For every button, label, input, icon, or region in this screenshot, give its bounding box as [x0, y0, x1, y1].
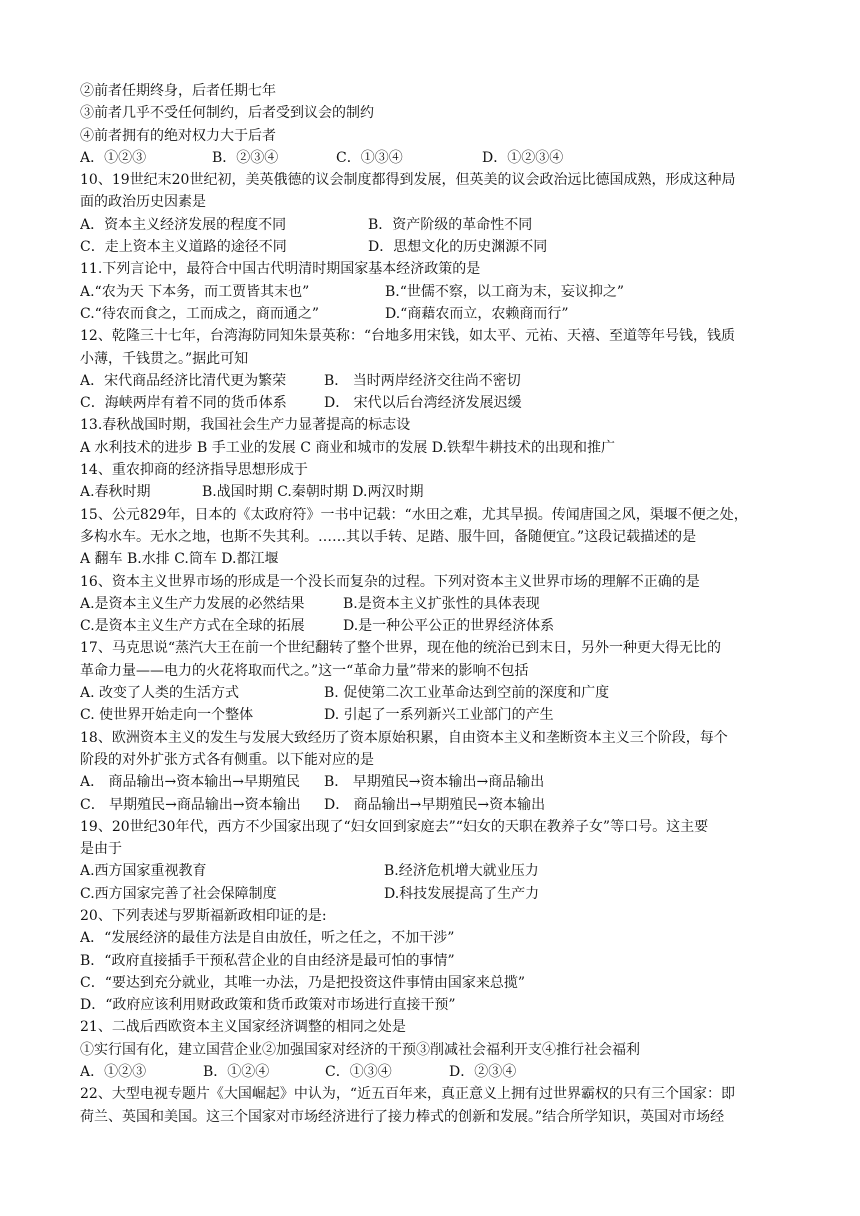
option-a: A. 改变了人类的生活方式 — [80, 685, 240, 702]
option-d: D．①②③④ — [482, 149, 564, 166]
q14-stem: 14、重农抑商的经济指导思想形成于 — [80, 462, 308, 479]
option-c: C．①③④ — [325, 1064, 392, 1081]
q18-options-row1 — [80, 771, 800, 793]
q17-options-row1 — [80, 682, 800, 704]
q21-items: ①实行国有化，建立国营企业②加强国家对经济的干预③削减社会福利开支④推行社会福利 — [80, 1041, 640, 1058]
q22-stem: 22、大型电视专题片《大国崛起》中认为，“近五百年来，真正意义上拥有过世界霸权的只有三个国家：即 — [80, 1086, 735, 1103]
option-a: A.西方国家重视教育 — [80, 863, 207, 880]
option-b: B．①②④ — [203, 1064, 270, 1081]
option-a: A.“农为天 下本务，而工贾皆其末也” — [80, 283, 310, 300]
option-a: A．①②③ — [80, 149, 147, 166]
option-c: C.是资本主义生产方式在全球的拓展 — [80, 618, 305, 635]
q12-stem: 12、乾隆三十七年，台湾海防同知朱景英称：“台地多用宋钱，如太平、元祐、天禧、至道等年号钱，钱质 — [80, 328, 735, 345]
q14-options — [80, 481, 800, 503]
option-a: A.是资本主义生产力发展的必然结果 — [80, 595, 305, 612]
option-d: D. 引起了一系列新兴工业部门的产生 — [324, 707, 554, 724]
q13-stem: 13.春秋战国时期，我国社会生产力显著提高的标志设 — [80, 417, 411, 434]
q20-option-b: B．“政府直接插手干预私营企业的自由经济是最可怕的事情” — [80, 952, 455, 969]
option-d: D． 商品输出→早期殖民→资本输出 — [324, 796, 546, 813]
option-a: A．宋代商品经济比清代更为繁荣 — [80, 372, 287, 389]
q10-options-row1 — [80, 214, 800, 236]
option-d: D．②③④ — [449, 1064, 517, 1081]
q12-options-row2 — [80, 392, 800, 414]
option-b: B.经济危机增大就业压力 — [384, 863, 539, 880]
option-d: D.科技发展提高了生产力 — [384, 885, 540, 902]
q19-stem: 19、20世纪30年代，西方不少国家出现了“妇女回到家庭去”“妇女的天职在教养子女”等口号。这主要 — [80, 818, 709, 835]
q9-item-3: ③前者几乎不受任何制约，后者受到议会的制约 — [80, 105, 374, 122]
option-a: A． 商品输出→资本输出→早期殖民 — [80, 774, 301, 791]
option-d: D． 宋代以后台湾经济发展迟缓 — [324, 395, 522, 412]
option-a: A．资本主义经济发展的程度不同 — [80, 216, 287, 233]
q19-stem-cont: 是由于 — [80, 841, 122, 858]
q16-options-row2 — [80, 615, 800, 637]
q9-options — [80, 147, 800, 169]
option-b: B． 当时两岸经济交往尚不密切 — [324, 372, 521, 389]
q16-options-row1 — [80, 593, 800, 615]
q17-stem-cont: 革命力量——电力的火花将取而代之。”这一“革命力量”带来的影响不包括 — [80, 662, 529, 679]
option-b: B．资产阶级的革命性不同 — [368, 216, 533, 233]
option-b: B.“世儒不察，以工商为末，妄议抑之” — [385, 283, 625, 300]
option-d: D．思想文化的历史渊源不同 — [368, 239, 548, 256]
q10-options-row2 — [80, 236, 800, 258]
q15-stem: 15、公元829年，日本的《太政府符》一书中记载：“水田之难，尤其旱损。传闻唐国之风，渠堰不便之处， — [80, 506, 748, 523]
option-b: B. 促使第二次工业革命达到空前的深度和广度 — [324, 685, 610, 702]
q18-stem-cont: 阶段的对外扩张方式各有侧重。以下能对应的是 — [80, 751, 374, 768]
q17-options-row2 — [80, 704, 800, 726]
q19-options-row1 — [80, 860, 800, 882]
option-c: C．走上资本主义道路的途径不同 — [80, 239, 287, 256]
q18-stem: 18、欧洲资本主义的发生与发展大致经历了资本原始积累，自由资本主义和垄断资本主义三个阶段，每个 — [80, 729, 728, 746]
q9-item-2: ②前者任期终身，后者任期七年 — [80, 83, 276, 99]
option-b: B． 早期殖民→资本输出→商品输出 — [324, 774, 545, 791]
q12-options-row1 — [80, 370, 800, 392]
option-d: D.“商藉农而立，农赖商而行” — [385, 305, 569, 322]
q15-options: A 翻车 B.水排 C.筒车 D.都江堰 — [80, 551, 279, 568]
q20-option-c: C．“要达到充分就业，其唯一办法，乃是把投资这件事情由国家来总揽” — [80, 974, 526, 991]
option-b: B．②③④ — [212, 149, 279, 166]
q20-option-a: A．“发展经济的最佳方法是自由放任，听之任之，不加干涉” — [80, 930, 455, 947]
q15-stem-cont: 多构水车。无水之地，也斯不失其利。……其以手转、足踏、服牛回，备随便宜。”这段记载描述的是 — [80, 528, 697, 545]
q10-stem-cont: 面的政治历史因素是 — [80, 194, 206, 211]
option-a: A．①②③ — [80, 1064, 147, 1081]
q22-stem-cont: 荷兰、英国和美国。这三个国家对市场经济进行了接力棒式的创新和发展。”结合所学知识，英国对市场经 — [80, 1108, 725, 1125]
option-d: D.是一种公平公正的世界经济体系 — [343, 618, 555, 635]
q9-item-4: ④前者拥有的绝对权力大于后者 — [80, 127, 276, 144]
option-c: C．①③④ — [336, 149, 403, 166]
option-a: A.春秋时期 — [80, 484, 151, 501]
q21-stem: 21、二战后西欧资本主义国家经济调整的相同之处是 — [80, 1019, 406, 1036]
option-c: C. 使世界开始走向一个整体 — [80, 707, 254, 724]
q12-stem-cont: 小薄，千钱贯之。”据此可知 — [80, 350, 249, 367]
option-c: C． 早期殖民→商品输出→资本输出 — [80, 796, 301, 813]
q18-options-row2 — [80, 794, 800, 816]
q21-options — [80, 1061, 800, 1083]
option-b: B.是资本主义扩张性的具体表现 — [343, 595, 540, 612]
q20-stem: 20、下列表述与罗斯福新政相印证的是: — [80, 907, 327, 924]
q11-options-row2 — [80, 303, 800, 325]
q11-options-row1 — [80, 281, 800, 303]
q13-options: A 水利技术的进步 B 手工业的发展 C 商业和城市的发展 D.铁犁牛耕技术的出现和推广 — [80, 439, 615, 456]
option-c: C．海峡两岸有着不同的货币体系 — [80, 395, 287, 412]
q16-stem: 16、资本主义世界市场的形成是一个没长而复杂的过程。下列对资本主义世界市场的理解不正确的是 — [80, 573, 700, 590]
q17-stem: 17、马克思说“蒸汽大王在前一个世纪翻转了整个世界，现在他的统治已到末日，另外一种更大得无比的 — [80, 640, 721, 657]
option-c: C.西方国家完善了社会保障制度 — [80, 885, 277, 902]
option-c: C.“待农而食之，工而成之，商而通之” — [80, 305, 319, 322]
q11-stem: 11.下列言论中，最符合中国古代明清时期国家基本经济政策的是 — [80, 261, 481, 278]
q20-option-d: D．“政府应该利用财政政策和货币政策对市场进行直接干预” — [80, 997, 456, 1014]
q19-options-row2 — [80, 883, 800, 905]
q10-stem: 10、19世纪末20世纪初，美英俄德的议会制度都得到发展，但英美的议会政治远比德国成熟，形成这种局 — [80, 172, 736, 189]
option-bcd: B.战国时期 C.秦朝时期 D.两汉时期 — [202, 484, 424, 501]
